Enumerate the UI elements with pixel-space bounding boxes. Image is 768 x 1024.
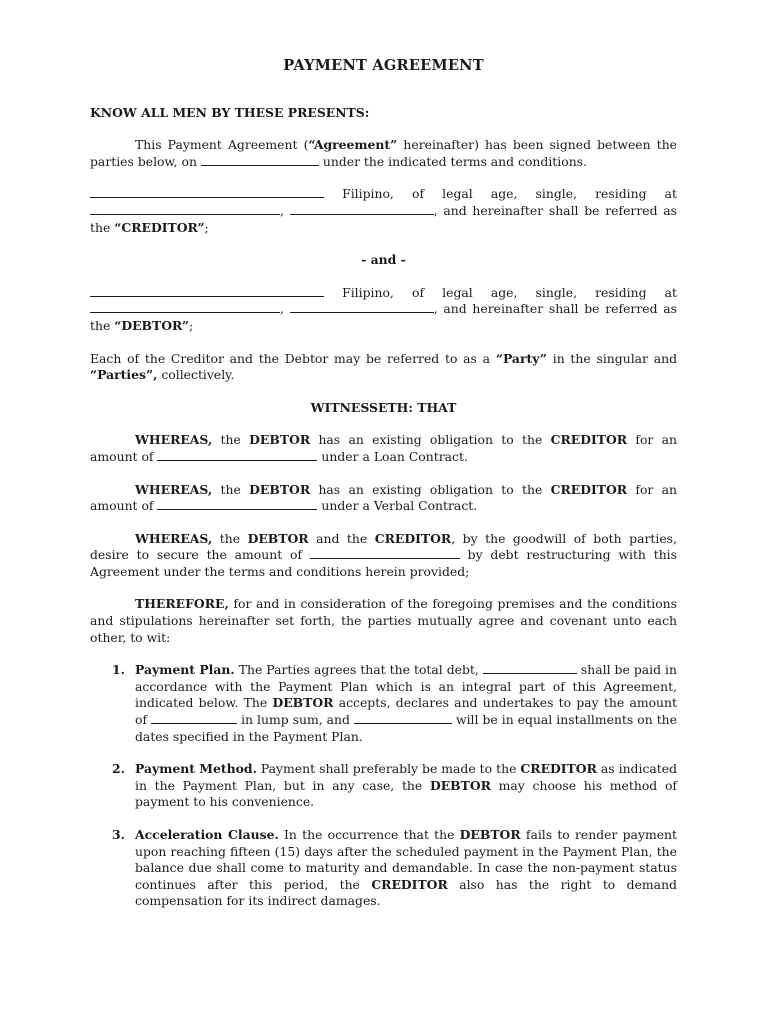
secured-amount-blank xyxy=(310,547,460,559)
debtor-name-blank xyxy=(90,285,324,297)
total-debt-blank xyxy=(483,662,577,674)
debtor-address-blank-2 xyxy=(290,301,434,313)
date-blank xyxy=(201,154,319,166)
creditor-name-blank xyxy=(90,186,324,198)
clause-payment-method: 2. Payment Method. Payment shall preferably be made to the CREDITOR as indicated in the Payment Plan, but in any case, the DEBTOR may choose his method of payment to his convenience. xyxy=(112,761,678,810)
party-definition-paragraph: Each of the Creditor and the Debtor may be referred to as a “Party” in the singular and “Parties”, collectively. xyxy=(90,350,678,383)
clause-payment-plan: 1. Payment Plan. The Parties agrees that the total debt, shall be paid in accordance with the Payment Plan which is an integral part of this Agreement, indicated below. The DEBTOR accepts, declares and undertakes to pay the amount of in lump sum, and will be in equal installments on the dates specified in the Payment Plan. xyxy=(112,662,677,744)
intro-paragraph: This Payment Agreement (“Agreement” hereinafter) has been signed between the parties below, on under the indicated terms and conditions. xyxy=(90,137,678,169)
debtor-address-blank-1 xyxy=(90,301,280,313)
preamble-heading: KNOW ALL MEN BY THESE PRESENTS: xyxy=(90,104,370,120)
document-title: PAYMENT AGREEMENT xyxy=(283,57,484,74)
installment-blank xyxy=(354,712,452,724)
verbal-amount-blank xyxy=(157,498,317,510)
whereas-restructuring-paragraph: WHEREAS, the DEBTOR and the CREDITOR, by the goodwill of both parties, desire to secure the amount of by debt restructuring with this Agreement under the terms and conditions herein provided; xyxy=(90,530,677,579)
whereas-loan-paragraph: WHEREAS, the DEBTOR has an existing obligation to the CREDITOR for an amount of under a Loan Contract. xyxy=(90,432,678,464)
debtor-paragraph: Filipino, of legal age, single, residing at , , and hereinafter shall be referred as the “DEBTOR”; xyxy=(90,284,677,333)
document-body xyxy=(90,58,677,926)
lump-sum-blank xyxy=(151,712,237,724)
clause-list xyxy=(90,662,677,910)
creditor-address-blank-1 xyxy=(90,203,280,215)
creditor-address-blank-2 xyxy=(290,203,434,215)
clause-acceleration: 3. Acceleration Clause. In the occurrence that the DEBTOR fails to render payment upon reaching fifteen (15) days after the scheduled payment in the Payment Plan, the balance due shall come to maturity and demandable. In case the non-payment status continues after this period, the CREDITOR also has the right to demand compensation for its indirect damages. xyxy=(112,827,677,909)
witnesseth-heading: WITNESSETH: THAT xyxy=(310,399,457,415)
loan-amount-blank xyxy=(157,449,317,461)
creditor-paragraph: Filipino, of legal age, single, residing at , , and hereinafter shall be referred as the “CREDITOR”; xyxy=(90,186,677,235)
therefore-paragraph: THEREFORE, for and in consideration of the foregoing premises and the conditions and stipulations hereinafter set forth, the parties mutually agree and covenant unto each other, to wit: xyxy=(90,596,677,645)
whereas-verbal-paragraph: WHEREAS, the DEBTOR has an existing obligation to the CREDITOR for an amount of under a Verbal Contract. xyxy=(90,481,678,514)
and-separator: - and - xyxy=(361,252,406,268)
